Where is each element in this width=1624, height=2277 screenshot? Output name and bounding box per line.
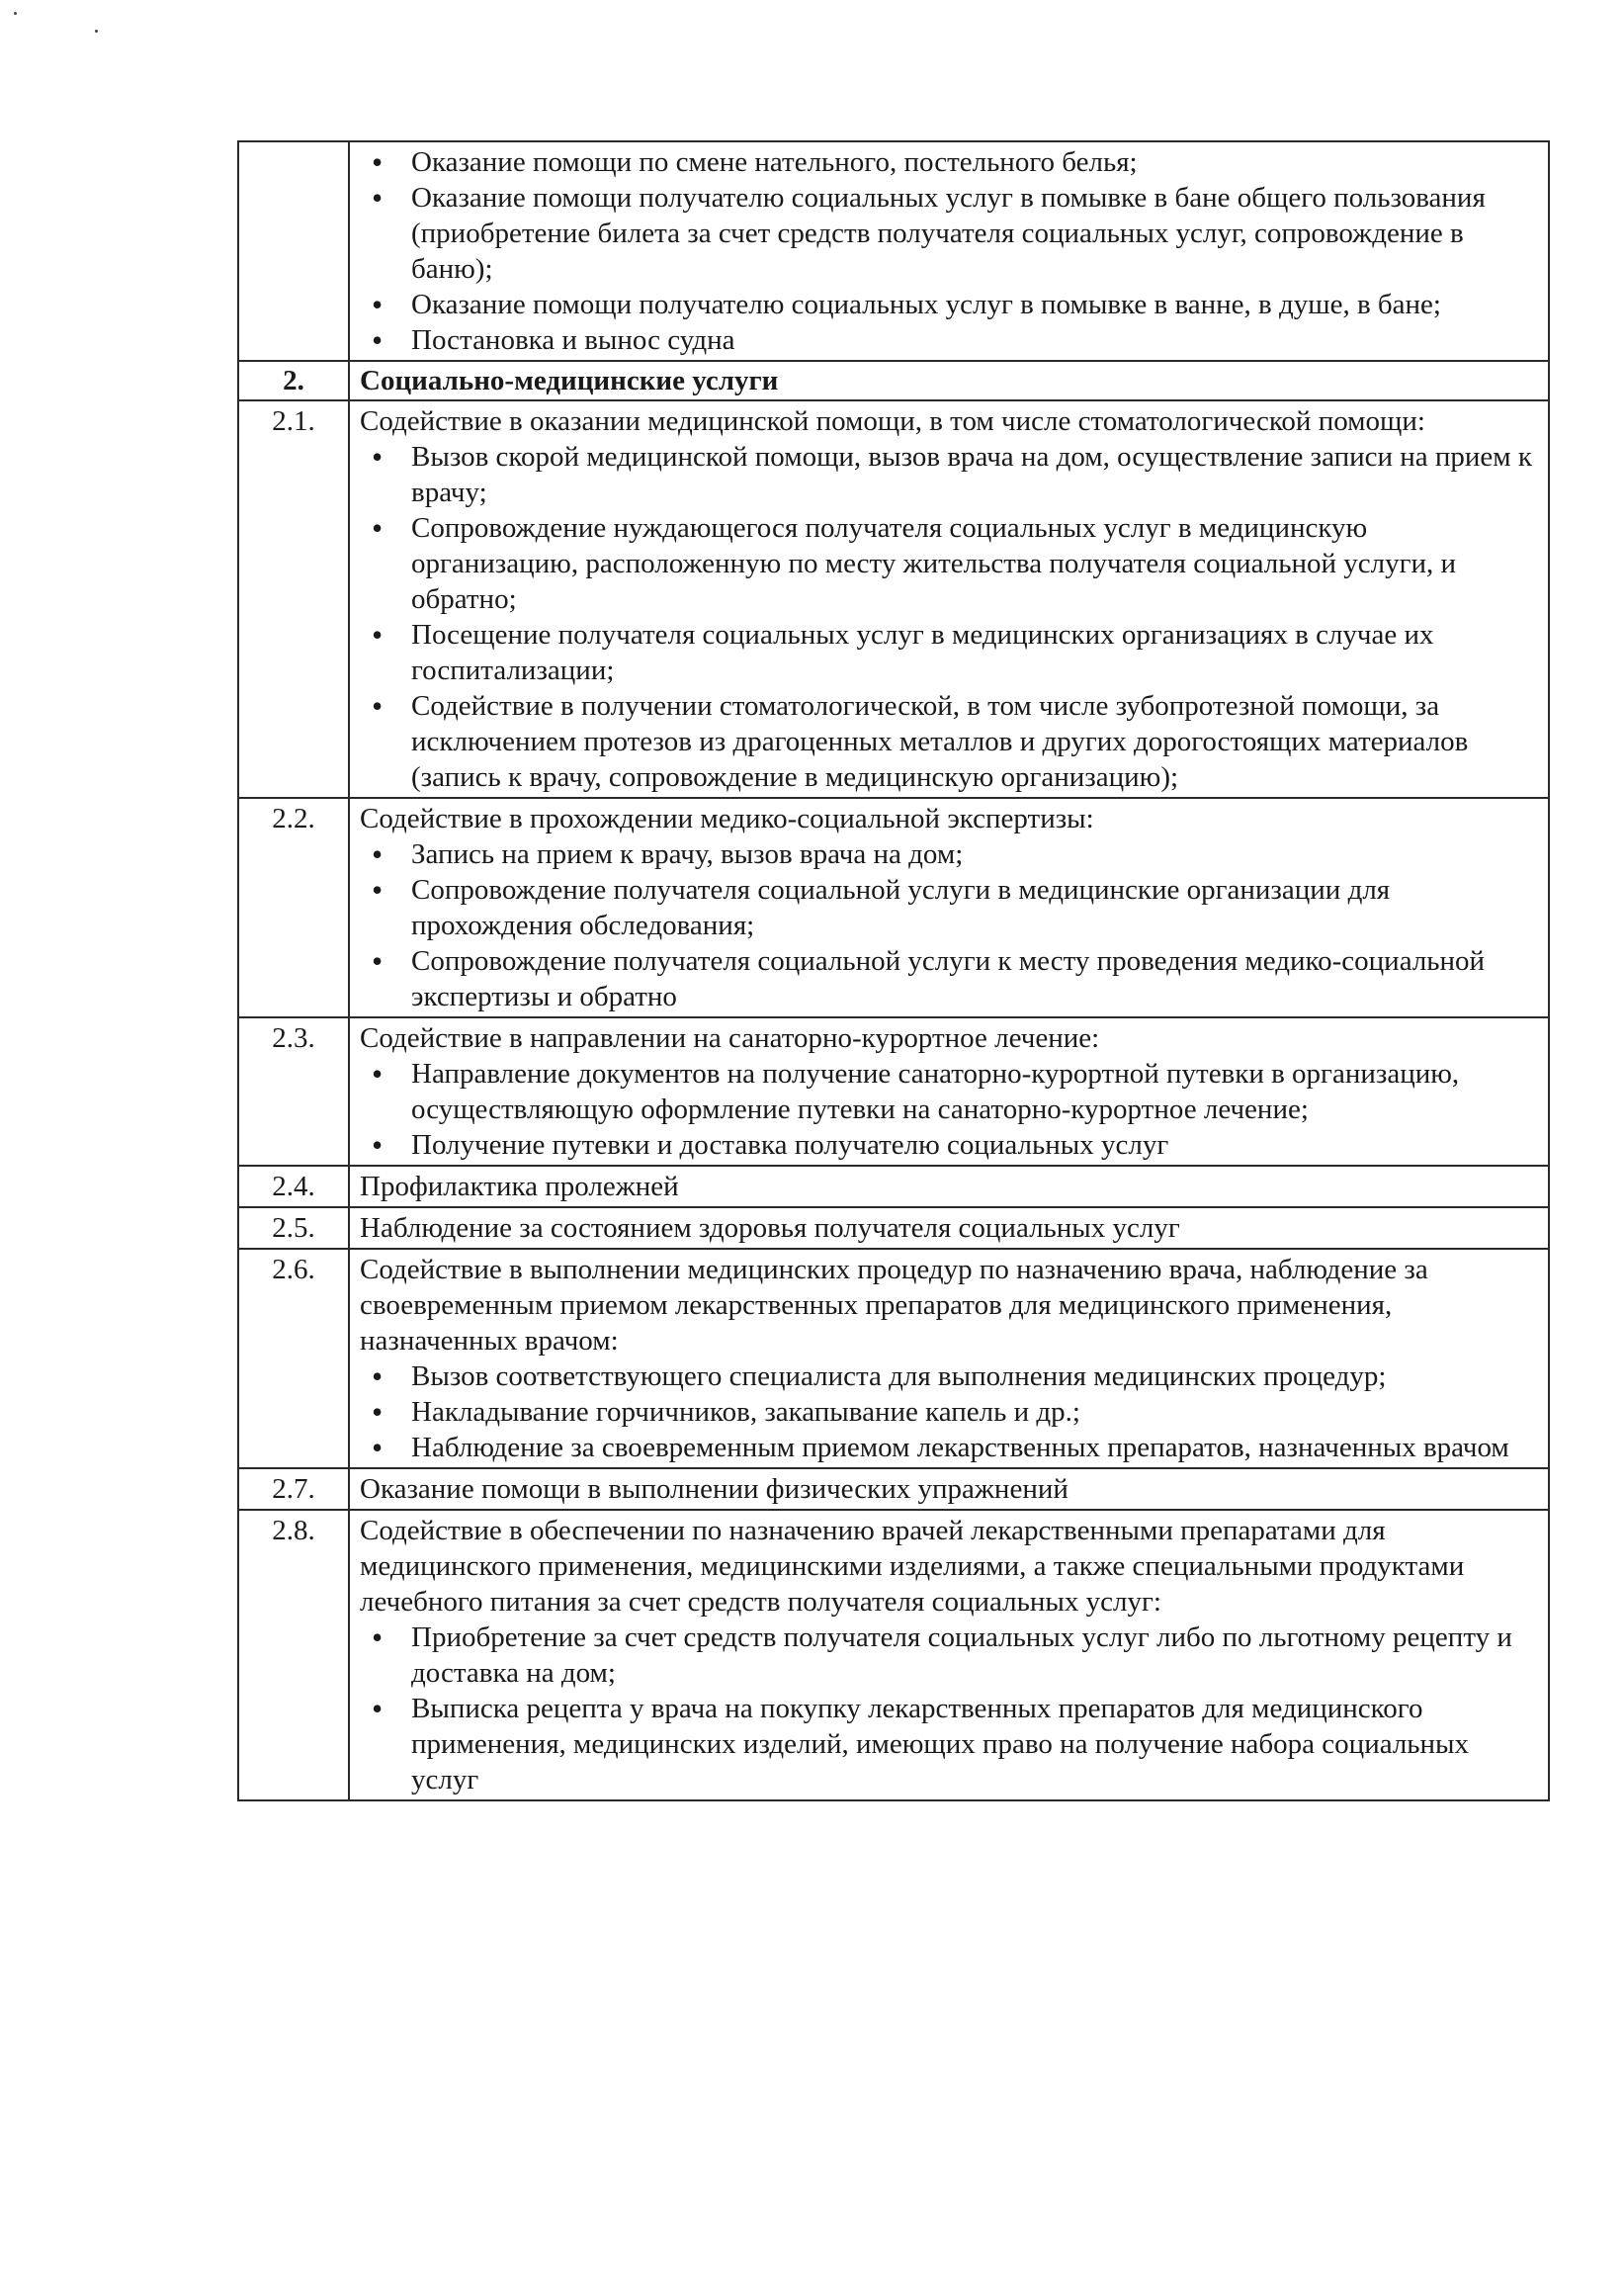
row-text: Содействие в выполнении медицинских процедур по назначению врача, наблюдение за своевременным приемом лекарственных препаратов для медицинского применения, назначенных врачом: [360, 1254, 1428, 1357]
table-row [238, 1017, 1549, 1166]
row-text: Оказание помощи в выполнении физических упражнений [349, 1468, 1549, 1510]
section-number: 2. [238, 361, 349, 400]
list-item: • Сопровождение нуждающегося получателя социальных услуг в медицинскую организацию, расположенную по месту жительства получателя социальной услуги, и обратно; [411, 510, 1538, 617]
bullet-list [360, 1056, 1538, 1163]
row-content-cell [349, 141, 1549, 361]
row-number: 2.7. [238, 1468, 349, 1510]
list-item: • Сопровождение получателя социальной услуги к месту проведения медико-социальной экспертизы и обратно [411, 943, 1538, 1014]
row-number: 2.1. [238, 400, 349, 798]
section-title: Социально-медицинские услуги [349, 361, 1549, 400]
row-number: 2.6. [238, 1249, 349, 1468]
bullet-list [360, 1358, 1538, 1465]
table-row [238, 1207, 1549, 1249]
row-content-cell [349, 1017, 1549, 1166]
list-item: • Приобретение за счет средств получателя социальных услуг либо по льготному рецепту и доставка на дом; [411, 1620, 1538, 1691]
bullet-list [360, 836, 1538, 1014]
list-item: • Постановка и вынос судна [411, 322, 1538, 358]
list-item: • Посещение получателя социальных услуг в медицинских организациях в случае их госпитализации; [411, 617, 1538, 688]
table-row [238, 1166, 1549, 1207]
list-item: • Получение путевки и доставка получателю социальных услуг [411, 1127, 1538, 1163]
bullet-list [360, 439, 1538, 795]
table-row [238, 1510, 1549, 1800]
row-number-cell [238, 141, 349, 361]
row-content-cell [349, 400, 1549, 798]
list-item: • Наблюдение за своевременным приемом лекарственных препаратов, назначенных врачом [411, 1430, 1538, 1465]
row-number: 2.5. [238, 1207, 349, 1249]
row-content-cell [349, 1249, 1549, 1468]
row-number: 2.2. [238, 798, 349, 1017]
row-text: Содействие в направлении на санаторно-курортное лечение: [360, 1022, 1100, 1054]
list-item: • Накладывание горчичников, закапывание капель и др.; [411, 1394, 1538, 1430]
row-text: Содействие в обеспечении по назначению врачей лекарственными препаратами для медицинского применения, медицинскими изделиями, а также специальными продуктами лечебного питания за счет средств получателя социальных услуг: [360, 1515, 1465, 1618]
table-row-section [238, 361, 1549, 400]
scan-speck [14, 12, 17, 15]
scan-speck [95, 30, 98, 33]
row-text: Наблюдение за состоянием здоровья получателя социальных услуг [349, 1207, 1549, 1249]
list-item: • Оказание помощи получателю социальных услуг в помывке в ванне, в душе, в бане; [411, 287, 1538, 322]
row-number: 2.4. [238, 1166, 349, 1207]
row-text: Профилактика пролежней [349, 1166, 1549, 1207]
list-item: • Запись на прием к врачу, вызов врача на дом; [411, 836, 1538, 872]
services-table [237, 140, 1550, 1801]
list-item: • Содействие в получении стоматологической, в том числе зубопротезной помощи, за исключением протезов из драгоценных металлов и других дорогостоящих материалов (запись к врачу, сопровождение в медицинскую организацию); [411, 688, 1538, 795]
list-item: • Вызов соответствующего специалиста для выполнения медицинских процедур; [411, 1358, 1538, 1394]
table-row [238, 1249, 1549, 1468]
list-item: • Вызов скорой медицинской помощи, вызов врача на дом, осуществление записи на прием к врачу; [411, 439, 1538, 510]
list-item: • Сопровождение получателя социальной услуги в медицинские организации для прохождения обследования; [411, 872, 1538, 943]
list-item: • Оказание помощи по смене нательного, постельного белья; [411, 144, 1538, 180]
row-text: Содействие в оказании медицинской помощи, в том числе стоматологической помощи: [360, 405, 1425, 437]
table-row [238, 400, 1549, 798]
table-row [238, 798, 1549, 1017]
list-item: • Направление документов на получение санаторно-курортной путевки в организацию, осуществляющую оформление путевки на санаторно-курортное лечение; [411, 1056, 1538, 1127]
row-number: 2.8. [238, 1510, 349, 1800]
row-content-cell [349, 1510, 1549, 1800]
table-row-continuation [238, 141, 1549, 361]
table-row [238, 1468, 1549, 1510]
list-item: • Оказание помощи получателю социальных услуг в помывке в бане общего пользования (приобретение билета за счет средств получателя социальных услуг, сопровождение в баню); [411, 180, 1538, 287]
row-text: Содействие в прохождении медико-социальной экспертизы: [360, 803, 1094, 834]
row-content-cell [349, 798, 1549, 1017]
bullet-list [360, 1620, 1538, 1797]
row-number: 2.3. [238, 1017, 349, 1166]
list-item: • Выписка рецепта у врача на покупку лекарственных препаратов для медицинского применения, медицинских изделий, имеющих право на получение набора социальных услуг [411, 1691, 1538, 1797]
bullet-list [360, 144, 1538, 358]
